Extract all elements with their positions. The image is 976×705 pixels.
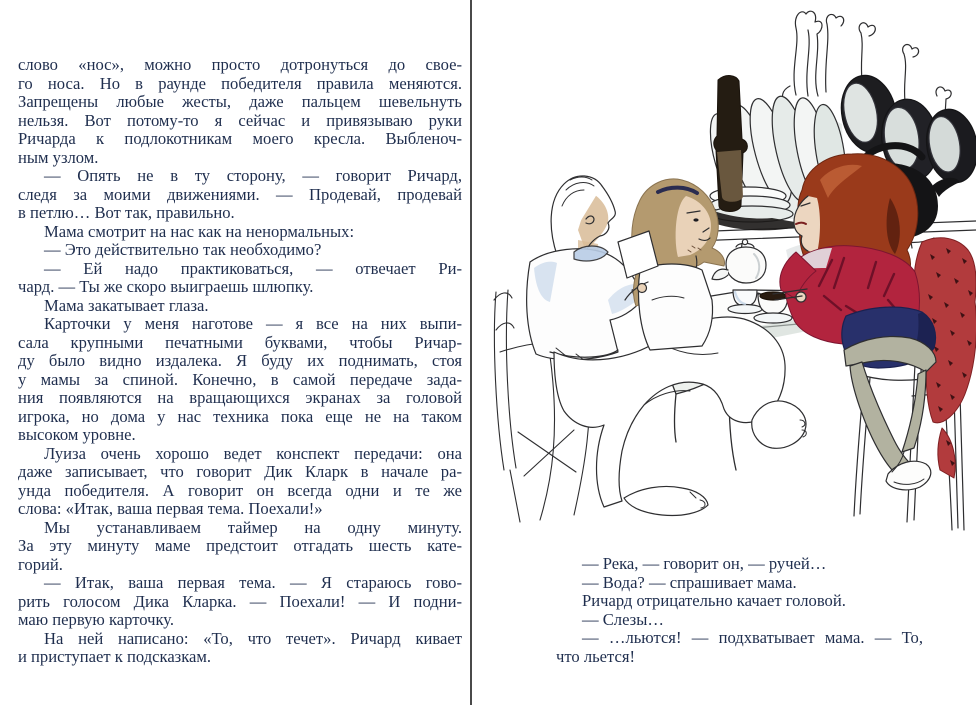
text-line: маю первую карточку.: [18, 610, 175, 629]
text-line: рить голосом Дика Кларка. — Поехали! — И подни-: [18, 591, 462, 611]
text-line: что льется!: [556, 646, 636, 666]
text-line: го носа. Но в раунде победителя правила меняются.: [18, 73, 462, 93]
louisa-figure: [618, 179, 725, 350]
text-line: и приступает к подсказкам.: [18, 647, 212, 666]
text-line: — …льются! — подхватывает мама. — То,: [582, 628, 923, 647]
text-line: унда победителя. А говорит он всегда одни и те же: [18, 480, 462, 500]
text-line: — Опять не в ту сторону, — говорит Ричард,: [44, 166, 462, 185]
text-line: На ней написано: «То, что течет». Ричард кивает: [44, 628, 462, 648]
text-line: — Итак, ваша первая тема. — Я стараюсь гово-: [44, 573, 462, 592]
text-line: слово «нос», можно просто дотронуться до свое-: [18, 55, 462, 74]
page-divider: [470, 0, 472, 705]
text-line: За эту минуту маме предстоит отгадать шесть кате-: [18, 536, 462, 555]
text-line: Ричарда к подлокотникам моего кресла. Выбленоч-: [18, 129, 462, 148]
text-line: ния появляются на вращающихся экранах за головой: [18, 388, 462, 407]
text-line: — Река, — говорит он, — ручей…: [582, 554, 827, 573]
text-line: сала крупными печатными буквами, чтобы Ричар-: [18, 332, 462, 352]
text-line: Ричард отрицательно качает головой.: [582, 591, 846, 610]
text-line: Мы устанавливаем таймер на одну минуту.: [44, 517, 462, 537]
text-line: — Вода? — спрашивает мама.: [582, 572, 797, 592]
text-line: Луиза очень хорошо ведет конспект передачи: она: [44, 443, 462, 463]
text-line: Карточки у меня наготове — я все на них выпи-: [44, 314, 462, 333]
bottle: [714, 76, 748, 212]
text-line: Мама закатывает глаза.: [44, 295, 209, 315]
text-line: даже записывает, что говорит Дик Кларк в начале ра-: [18, 462, 462, 481]
text-line: в петлю… Вот так, правильно.: [18, 203, 235, 222]
text-line: ду было видно издалека. Я буду их поднимать, стоя: [18, 351, 462, 370]
text-line: игрока, но дома у нас техника пока еще не на таком: [18, 406, 462, 426]
text-line: ным узлом.: [18, 147, 99, 167]
text-line: — Слезы…: [582, 609, 664, 629]
right-page-text: [556, 555, 923, 666]
text-line: следя за моими движениями. — Продевай, продевай: [18, 184, 462, 204]
illustration-tea-table-sketch: [490, 0, 976, 540]
text-line: горий.: [18, 554, 63, 574]
text-line: высоком уровне.: [18, 425, 136, 444]
text-line: нельзя. Вот потому-то я сейчас и привязываю руки: [18, 110, 462, 130]
text-line: — Ей надо практиковаться, — отвечает Ри-: [44, 258, 462, 278]
left-page-text: [18, 56, 462, 667]
text-line: у мамы за спиной. Конечно, в самой передаче зада-: [18, 369, 462, 389]
text-line: Запрещены любые жесты, даже пальцем шевельнуть: [18, 92, 462, 111]
text-line: чард. — Ты же скоро выиграешь шлюпку.: [18, 277, 314, 296]
text-line: — Это действительно так необходимо?: [44, 240, 322, 259]
text-line: слова: «Итак, ваша первая тема. Поехали!»: [18, 499, 323, 518]
text-line: Мама смотрит на нас как на ненормальных:: [44, 221, 355, 241]
